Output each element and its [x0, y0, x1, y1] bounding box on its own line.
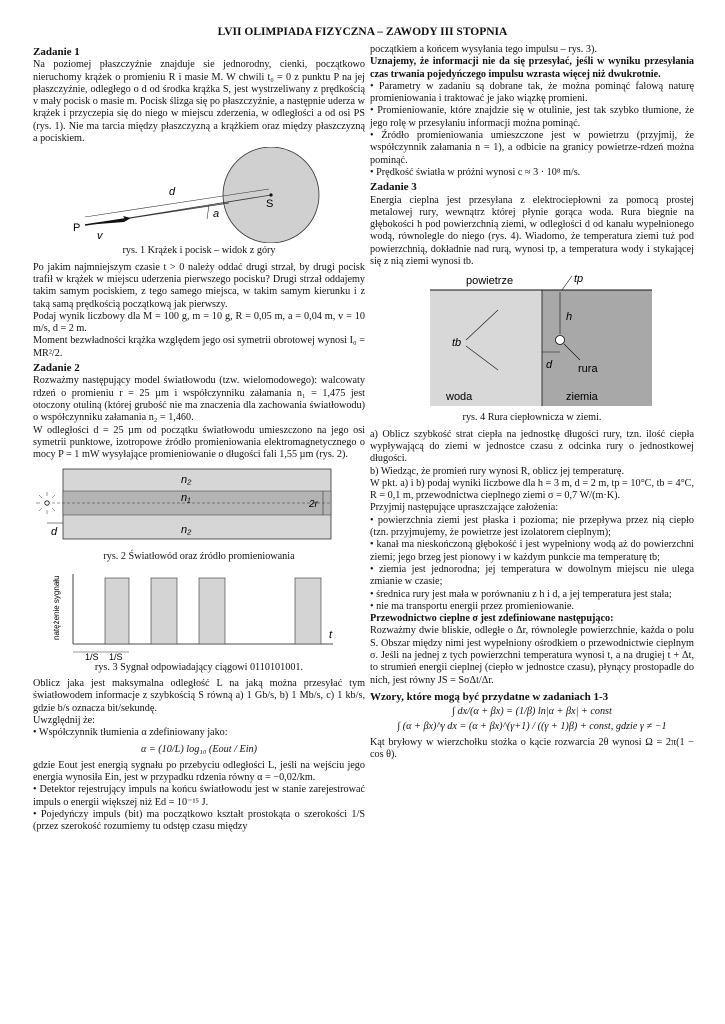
figure-2-svg — [33, 463, 365, 549]
task1-paragraph-3: Podaj wynik liczbowy dla M = 100 g, m = 10 g, R = 0,05 m, a = 0,04 m, v = 10 m/s, d = 2 m. — [33, 310, 365, 335]
figure-3-svg — [33, 568, 365, 660]
label-v: v — [97, 230, 103, 243]
task3-heading: Zadanie 3 — [370, 181, 417, 194]
label-water: woda — [446, 391, 473, 404]
conductivity-heading: Przewodnictwo cieplne σ jest zdefiniowane następująco: — [370, 613, 614, 625]
label-d: d — [51, 526, 58, 539]
label-s: S — [266, 198, 274, 211]
period-label-1: 1/S — [85, 651, 99, 660]
task2-paragraph-4: Uwzględnij że: — [33, 714, 95, 726]
right-column — [370, 44, 694, 761]
task3-paragraph-3: Przyjmij następujące upraszczające założenia: — [370, 502, 559, 514]
center-s — [269, 194, 272, 197]
formula-1: ∫ dx/(α + βx) = (1/β) ln|α + βx| + const — [452, 706, 612, 718]
left-column — [33, 44, 365, 834]
figure-2-caption: rys. 2 Światłowód oraz źródło promieniowania — [103, 551, 295, 563]
label-n2-top: n₂ — [181, 474, 192, 487]
task1-paragraph-4: Moment bezwładności krążka względem jego osi symetrii obrotowej wynosi I₀ = MR²/2. — [33, 335, 365, 359]
label-d: d — [169, 186, 176, 199]
task2-paragraph-1: Rozważmy następujący model światłowodu (tzw. wielomodowego): walcowaty rdzeń o promieniu r = 25 µm i współczynniku załamania n₁ = 1,475 jest otoczony otuliną (której grubość nie ma znaczenia dla zachowania światłowodu) o współczynniku załamania n₂ = 1,460. — [33, 375, 365, 424]
pulses — [105, 578, 321, 644]
task2-right-bullet-3: • Źródło promieniowania umieszczone jest w powietrzu (przyjmij, że współczynnik załamania n = 1), a odbicie na granicy powietrze-rdzeń można pominąć. — [370, 130, 694, 166]
task3-assumption-1: • powierzchnia ziemi jest płaska i pozioma; nie przepływa przez nią ciepło (tzn. przyjmujemy, że powietrze jest izolatorem cieplnym); — [370, 514, 694, 539]
label-pipe: rura — [578, 363, 598, 376]
task3-assumption-3: • ziemia jest jednorodna; jej temperatura w dowolnym miejscu nie ulega zmianie w czasie; — [370, 563, 694, 588]
task2-right-bullet-4: • Prędkość światła w próżni wynosi c ≈ 3 · 10⁸ m/s. — [370, 166, 581, 178]
task3-part-b: b) Wiedząc, że promień rury wynosi R, oblicz jej temperaturę. — [370, 465, 624, 477]
task3-part-a: a) Oblicz szybkość strat ciepła na jednostkę długości rury, tzn. ilość ciepła wypływającą do ziemi w jednostce czasu z odcinka rury o jednostkowej długości. — [370, 428, 694, 465]
figure-4-caption: rys. 4 Rura ciepłownicza w ziemi. — [462, 412, 602, 424]
period-label-2: 1/S — [109, 651, 123, 660]
label-n2-bottom: n₂ — [181, 524, 192, 537]
task3-paragraph-2: W pkt. a) i b) podaj wyniki liczbowe dla h = 3 m, d = 2 m, tp = 10°C, tb = 4°C, R = 0,1 m, przewodnictwa cieplnego ziemi σ = 0,7 W/(m·K). — [370, 477, 694, 502]
task2-right-bullet-1: • Parametry w zadaniu są dobrane tak, że można pominąć falową naturę promieniowania i traktować je jako wiązkę promieni. — [370, 80, 694, 105]
earth-region — [542, 290, 652, 406]
task2-paragraph-2: W odległości d = 25 µm od początku światłowodu umieszczono na jego osi symetrii punktowe, izotropowe źródło promieniowania elektromagnetycznego o mocy P = 1 mW wysyłające promieniowanie o długości fali 1,55 µm (rys. 2). — [33, 424, 365, 461]
task1-paragraph-1: Na poziomej płaszczyźnie znajduje sie jednorodny, cienki, początkowo nieruchomy krążek o promieniu R i masie M. W chwili t₀ = 0 z punktu P na jej płaszczyźnie, odległego o d od środka krążka S, jest wystrzeliwany z prędkością v mały pocisk o masie m. Pocisk ślizga się po płaszczyźnie, a następnie uderza w krążek i przyczepia się do niego w miejscu zderzenia, w odległości a od osi PS (rys. 1). Nie ma tarcia między płaszczyzną a krążkiem oraz między płaszczyzną a pociskiem. — [33, 59, 365, 145]
figure-3-caption: rys. 3 Sygnał odpowiadający ciągowi 0110101001. — [94, 661, 304, 673]
tp-pointer — [562, 276, 572, 290]
formula-2: ∫ (α + βx)^γ dx = (α + βx)^(γ+1) / ((γ + 1)β) + const, gdzie γ ≠ −1 — [397, 721, 667, 733]
y-axis-label: natężenie sygnału — [52, 575, 61, 640]
task3-assumption-2: • kanał ma nieskończoną głębokość i jest wypełniony wodą aż do powierzchni ziemi; jego brzeg jest pionowy i w każdym punkcie ma temperaturę tb; — [370, 539, 694, 563]
dim-a — [207, 205, 209, 219]
task2-bullet-3: • Pojedyńczy impuls (bit) ma początkowo kształt prostokąta o szerokości 1/S (przez szerokość rozumiemy tu odstęp czasu między — [33, 808, 365, 833]
figure-1-caption: rys. 1 Krążek i pocisk – widok z góry — [122, 245, 276, 257]
label-n1: n₁ — [181, 492, 191, 505]
task2-bullet-2: • Detektor rejestrujący impuls na końcu światłowodu jest w stanie zarejestrować impuls o energii większej niż Ed = 10⁻¹⁵ J. — [33, 784, 365, 808]
label-tp: tp — [574, 273, 584, 286]
task2-paragraph-3: Oblicz jaka jest maksymalna odległość L na jaką można przesyłać tym światłowodem informacje z szybkością S równą a) 1 Gb/s, b) 1 Mb/s, c) 1 kb/s, gdzie b/s oznacza bit/sekundę. — [33, 678, 365, 714]
figure-4 — [370, 270, 694, 410]
page-title: LVII OLIMPIADA FIZYCZNA – ZAWODY III STOPNIA — [217, 26, 508, 38]
task2-continued: początkiem a końcem wysyłania tego impulsu – rys. 3). — [370, 44, 597, 55]
source-point — [45, 501, 49, 505]
task3-paragraph-1: Energia cieplna jest przesyłana z elektrociepłowni za pomocą prostej metalowej rury, wewnątrz której płynie gorąca woda. Rura biegnie na głębokości h pod powierzchnią ziemi, w odległości d od kanału wypełnionego wodą, równolegle do niego (rys. 4). Wiadomo, że temperatura ziemi tuż pod powierzchnią, dokładnie nad rurą, wynosi tp, a temperatura wody i stykającej się z nią ziemi wynosi tb. — [370, 194, 694, 268]
task1-heading: Zadanie 1 — [33, 46, 80, 58]
figure-3 — [33, 568, 365, 660]
task2-paragraph-5: gdzie Eout jest energią sygnału po przebyciu odległości L, jeśli na wejściu jego energia wynosiła Ein, jest w przypadku rdzenia równy α = −0,02/km. — [33, 759, 365, 784]
pipe — [556, 336, 565, 345]
conductivity-definition: Rozważmy dwie bliskie, odległe o Δr, równoległe powierzchnie, każda o polu S. Obszar między nimi jest wypełniony ośrodkiem o przewodnictwie cieplnym σ. Jeśli na jednej z tych powierzchni temperatura wynosi t, a na drugiej t + Δt, to strumień energii cieplnej (ciepło w jednostce czasu), płynący prostopadle do nich, jest równy JS = SσΔt/Δr. — [370, 625, 694, 686]
label-earth: ziemia — [566, 391, 598, 404]
label-p: P — [73, 222, 81, 235]
task3-assumption-5: • nie ma transportu energii przez promieniowanie. — [370, 600, 574, 612]
figure-2 — [33, 463, 365, 549]
task2-right-bullet-2: • Promieniowanie, które znajdzie się w otulinie, jest tak szybko tłumione, że jego rolę w przesyłaniu informacji można pominąć. — [370, 105, 694, 129]
task2-heading: Zadanie 2 — [33, 362, 80, 375]
solid-angle-note: Kąt bryłowy w wierzchołku stożka o kącie rozwarcia 2θ wynosi Ω = 2π(1 − cos θ). — [370, 736, 694, 761]
task1-paragraph-2: Po jakim najmniejszym czasie t > 0 należy oddać drugi strzał, by drugi pocisk trafił w krążek w miejscu uderzenia pierwszego pocisku? Drugi strzał oddajemy takim samym pociskiem, z tego samego miejsca, w takim samym kierunku i z taką samą prędkością początkową jak pierwszy. — [33, 261, 365, 310]
label-h: h — [566, 311, 573, 324]
figure-1-svg — [33, 147, 365, 243]
water-region — [430, 290, 542, 406]
task3-assumption-4: • średnica rury jest mała w porównaniu z h i d, a jej temperatura jest stała; — [370, 588, 672, 600]
label-a: a — [213, 208, 220, 221]
formulas-heading: Wzory, które mogą być przydatne w zadaniach 1-3 — [370, 690, 609, 703]
label-tb: tb — [452, 337, 462, 350]
label-surface: powietrze — [466, 275, 514, 288]
figure-1 — [33, 147, 365, 243]
task2-bold-note: Uznajemy, że informacji nie da się przesyłać, jeśli w wyniku przesyłania czas trwania pojedyńczego impulsu wzrasta więcej niż dwukrotnie. — [370, 56, 694, 80]
label-d: d — [546, 359, 553, 372]
figure-4-svg — [370, 270, 694, 410]
t-label: t — [329, 628, 333, 641]
task2-bullet-1: • Współczynnik tłumienia α zdefiniowany jako: — [33, 727, 228, 739]
attenuation-equation: α = (10/L) log₁₀ (Eout / Ein) — [140, 743, 258, 755]
label-2r: 2r — [309, 499, 318, 511]
